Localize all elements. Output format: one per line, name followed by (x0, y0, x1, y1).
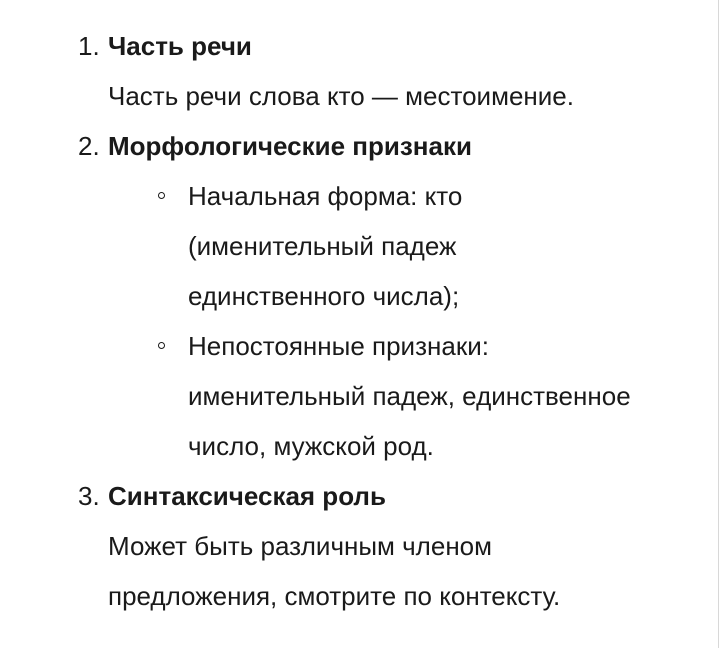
bullet-text: Непостоянные признаки: (188, 331, 489, 361)
section-text: предложения, смотрите по контексту. (108, 581, 561, 611)
bullet-text: Начальная форма: кто (188, 181, 463, 211)
list-number: 1. (78, 31, 100, 61)
list-number: 3. (78, 481, 100, 511)
section-heading: Морфологические признаки (108, 131, 472, 161)
section-heading: Синтаксическая роль (108, 481, 386, 511)
section-heading: Часть речи (108, 31, 252, 61)
bullet-text: именительный падеж, единственное (188, 381, 631, 411)
bullet-icon (158, 342, 165, 349)
bullet-text: число, мужской род. (188, 431, 434, 461)
section-text: Часть речи слова кто — местоимение. (108, 81, 574, 111)
bullet-text: единственного числа); (188, 281, 460, 311)
bullet-icon (158, 192, 165, 199)
bullet-text: (именительный падеж (188, 231, 457, 261)
section-text: Может быть различным членом (108, 531, 493, 561)
list-number: 2. (78, 131, 100, 161)
